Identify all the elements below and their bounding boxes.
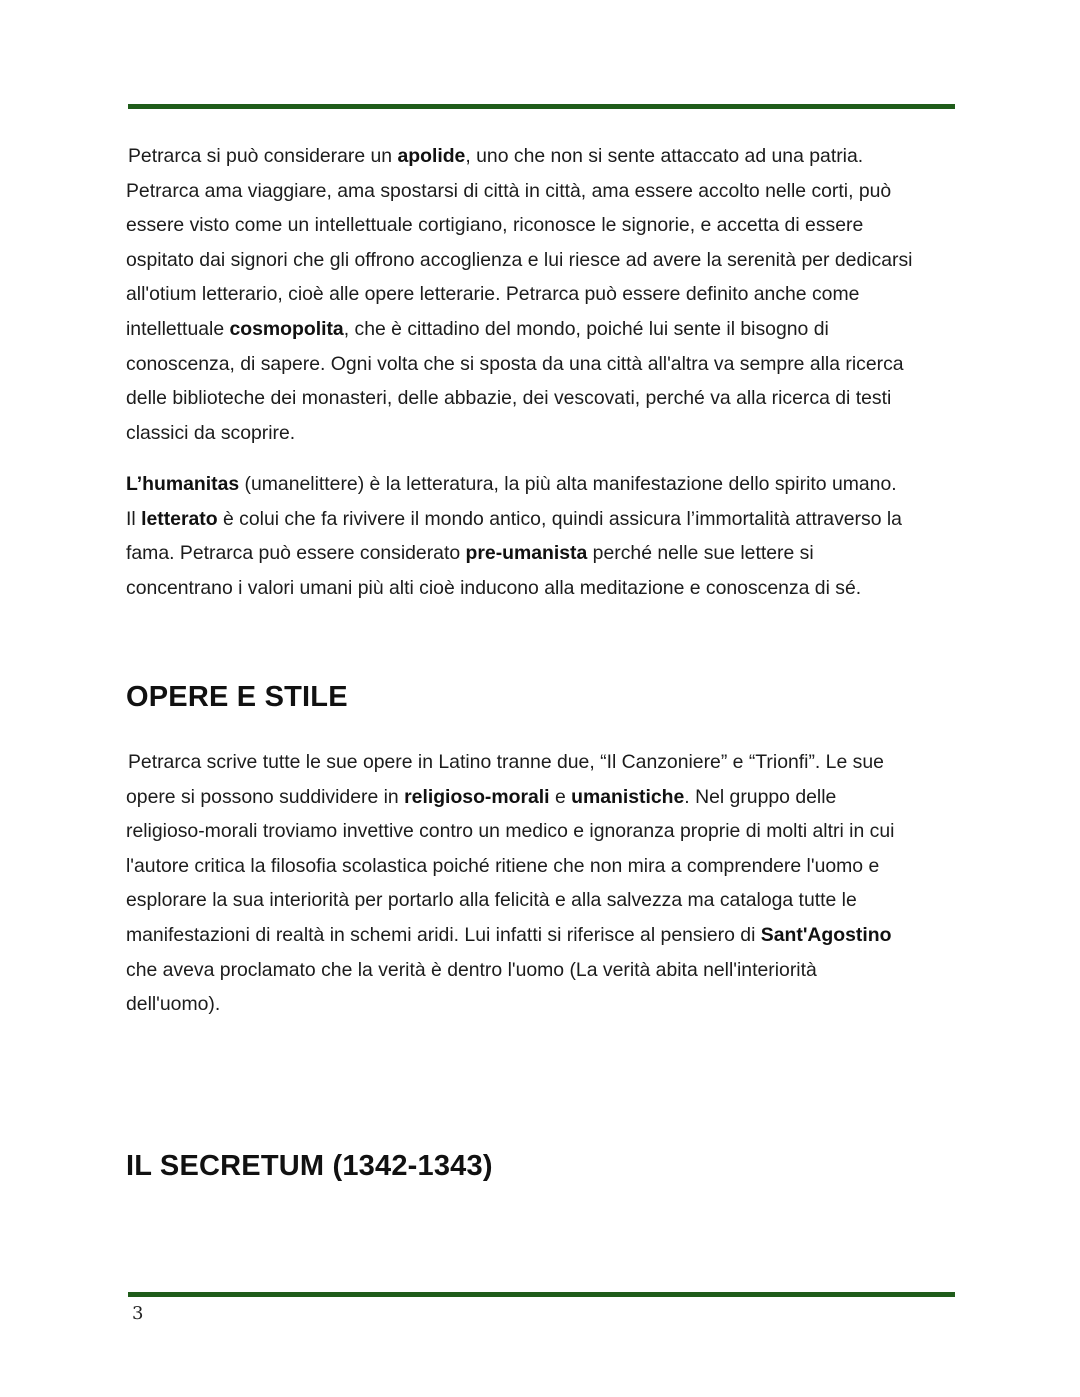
heading-opere-e-stile: OPERE E STILE [126, 681, 348, 713]
bottom-rule [128, 1292, 955, 1297]
paragraph-apolide: Petrarca si può considerare un apolide, uno che non si sente attaccato ad una patria. Petrarca ama viaggiare, ama spostarsi di città in città, ama essere accolto nelle corti, può essere visto come un intellettuale cortigiano, riconosce le signorie, e accetta di essere ospitato dai signori che gli offrono accoglienza e lui riesce ad avere la serenità per dedicarsi all'otium letterario, cioè alle opere letterarie. Petrarca può essere definito anche come intellettuale cosmopolita, che è cittadino del mondo, poiché lui sente il bisogno di conoscenza, di sapere. Ogni volta che si sposta da una città all'altra va sempre alla ricerca delle biblioteche dei monasteri, delle abbazie, dei vescovati, perché va alla ricerca di testi classici da scoprire. [126, 145, 913, 444]
paragraph-opere: Petrarca scrive tutte le sue opere in Latino tranne due, “Il Canzoniere” e “Trionfi”. Le sue opere si possono suddividere in religioso-morali e umanistiche. Nel gruppo delle religioso-morali troviamo invettive contro un medico e ignoranza proprie di molti altri in cui l'autore critica la filosofia scolastica poiché ritiene che non mira a comprendere l'uomo e esplorare la sua interiorità per portarlo alla felicità e alla salvezza ma cataloga tutte le manifestazioni di realtà in schemi aridi. Lui infatti si riferisce al pensiero di Sant'Agostino che aveva proclamato che la verità è dentro l'uomo (La verità abita nell'interiorità dell'uomo). [126, 751, 895, 1016]
top-rule [128, 104, 955, 109]
page-number: 3 [132, 1303, 144, 1324]
heading-il-secretum: IL SECRETUM (1342-1343) [126, 1150, 493, 1182]
paragraph-humanitas: L’humanitas (umanelittere) è la letteratura, la più alta manifestazione dello spirito umano. Il letterato è colui che fa rivivere il mondo antico, quindi assicura l’immortalità attraverso la fama. Petrarca può essere considerato pre-umanista perché nelle sue lettere si concentrano i valori umani più alti cioè inducono alla meditazione e conoscenza di sé. [126, 473, 902, 599]
